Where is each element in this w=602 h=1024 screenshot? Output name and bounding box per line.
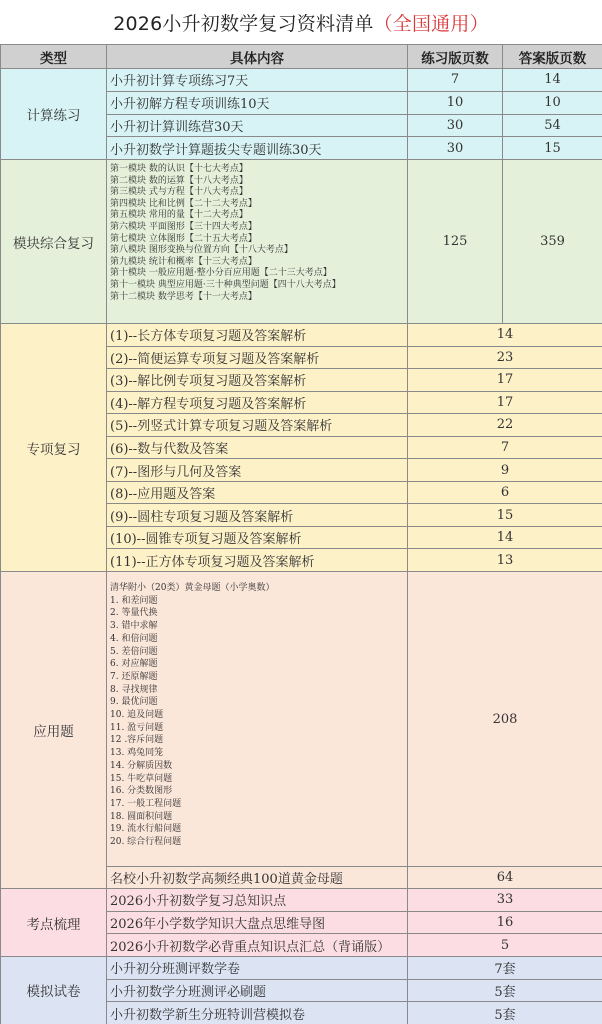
practice-pages: 125 bbox=[408, 160, 503, 324]
pages: 9 bbox=[408, 459, 602, 482]
list-item: 3. 错中求解 bbox=[110, 621, 158, 632]
pages: 64 bbox=[408, 867, 602, 889]
page-title bbox=[0, 0, 602, 44]
list-item: 第六模块 平面图形【三十四大考点】 bbox=[110, 221, 257, 232]
table-row bbox=[1, 324, 602, 347]
table-header-row bbox=[1, 45, 602, 69]
pages: 208 bbox=[408, 572, 602, 867]
pages: 13 bbox=[408, 549, 602, 572]
list-item: 18. 圆面积问题 bbox=[110, 811, 173, 822]
answer-pages: 14 bbox=[503, 69, 602, 92]
table-row bbox=[1, 956, 602, 979]
category-keypoints: 考点梳理 bbox=[1, 889, 107, 957]
answer-pages: 54 bbox=[503, 114, 602, 137]
pages: 5套 bbox=[408, 1002, 602, 1024]
list-item: 15. 牛吃草问题 bbox=[110, 773, 173, 784]
header-practice-pages: 练习版页数 bbox=[408, 45, 503, 69]
row-content: 2026小升初数学复习总知识点 bbox=[107, 889, 408, 912]
row-content: (3)--解比例专项复习题及答案解析 bbox=[107, 369, 408, 392]
list-item: 第七模块 立体图形【二十五大考点】 bbox=[110, 233, 257, 244]
answer-pages: 15 bbox=[503, 137, 602, 160]
table-row bbox=[1, 572, 602, 867]
row-content: 小升初数学计算题拔尖专题训练30天 bbox=[107, 137, 408, 160]
category-mock-exams: 模拟试卷 bbox=[1, 956, 107, 1024]
list-item: 5. 差倍问题 bbox=[110, 646, 158, 657]
row-content: (5)--列竖式计算专项复习题及答案解析 bbox=[107, 414, 408, 437]
row-content: 小升初数学分班测评必刷题 bbox=[107, 979, 408, 1002]
list-item: 20. 综合行程问题 bbox=[110, 837, 182, 848]
row-content: (10)--圆锥专项复习题及答案解析 bbox=[107, 526, 408, 549]
table-row bbox=[1, 69, 602, 92]
row-content: (1)--长方体专项复习题及答案解析 bbox=[107, 324, 408, 347]
pages: 14 bbox=[408, 526, 602, 549]
list-item: 第一模块 数的认识【十七大考点】 bbox=[110, 164, 248, 174]
pages: 17 bbox=[408, 369, 602, 392]
list-item: 13. 鸡兔同笼 bbox=[110, 748, 164, 759]
list-item: 19. 流水行船问题 bbox=[110, 824, 182, 835]
practice-pages: 7 bbox=[408, 69, 503, 92]
list-item: 11. 盈亏问题 bbox=[110, 722, 164, 733]
title-highlight: （全国通用） bbox=[373, 12, 489, 35]
list-title: 清华附小（20类）黄金母题（小学奥数） bbox=[110, 583, 275, 594]
list-item: 第八模块 图形变换与位置方向【十八大考点】 bbox=[110, 245, 293, 256]
list-item: 第十二模块 数学思考【十一大考点】 bbox=[110, 291, 257, 302]
list-item: 第五模块 常用的量【十二大考点】 bbox=[110, 210, 248, 221]
list-item: 第四模块 比和比例【二十二大考点】 bbox=[110, 198, 257, 209]
list-item: 16. 分类数图形 bbox=[110, 786, 173, 797]
list-item: 12 .容斥问题 bbox=[110, 735, 164, 746]
row-content: (2)--简便运算专项复习题及答案解析 bbox=[107, 346, 408, 369]
row-content: 名校小升初数学高频经典100道黄金母题 bbox=[107, 867, 408, 889]
list-item: 8. 寻找规律 bbox=[110, 684, 158, 695]
list-item: 第九模块 统计和概率【十三大考点】 bbox=[110, 256, 257, 267]
header-content: 具体内容 bbox=[107, 45, 408, 69]
row-content: (4)--解方程专项复习题及答案解析 bbox=[107, 391, 408, 414]
list-item: 14. 分解质因数 bbox=[110, 760, 173, 771]
list-item: 2. 等量代换 bbox=[110, 608, 158, 619]
category-calc: 计算练习 bbox=[1, 69, 107, 160]
list-item: 第十一模块 典型应用题·三十种典型问题【四十八大考点】 bbox=[110, 279, 341, 290]
pages: 16 bbox=[408, 911, 602, 934]
row-content: (9)--圆柱专项复习题及答案解析 bbox=[107, 504, 408, 527]
list-item: 10. 追及问题 bbox=[110, 710, 164, 721]
row-content: 小升初解方程专项训练10天 bbox=[107, 91, 408, 114]
practice-pages: 30 bbox=[408, 114, 503, 137]
pages: 23 bbox=[408, 346, 602, 369]
answer-pages: 10 bbox=[503, 91, 602, 114]
table-row bbox=[1, 889, 602, 912]
header-answer-pages: 答案版页数 bbox=[503, 45, 602, 69]
pages: 7 bbox=[408, 436, 602, 459]
list-item: 第十模块 一般应用题·整小分百应用题【二十三大考点】 bbox=[110, 268, 332, 279]
pages: 5 bbox=[408, 934, 602, 957]
row-content: (11)--正方体专项复习题及答案解析 bbox=[107, 549, 408, 572]
header-type: 类型 bbox=[1, 45, 107, 69]
row-content: 小升初计算专项练习7天 bbox=[107, 69, 408, 92]
word-problem-list bbox=[107, 572, 408, 867]
list-item: 7. 还原解题 bbox=[110, 671, 158, 682]
practice-pages: 10 bbox=[408, 91, 503, 114]
row-content: 2026小升初数学必背重点知识点汇总（背诵版） bbox=[107, 934, 408, 957]
row-content: (7)--图形与几何及答案 bbox=[107, 459, 408, 482]
module-list bbox=[107, 160, 408, 324]
list-item: 6. 对应解题 bbox=[110, 659, 158, 670]
list-item: 9. 最优问题 bbox=[110, 697, 158, 708]
row-content: 小升初计算训练营30天 bbox=[107, 114, 408, 137]
pages: 14 bbox=[408, 324, 602, 347]
pages: 22 bbox=[408, 414, 602, 437]
pages: 17 bbox=[408, 391, 602, 414]
resource-table bbox=[0, 44, 602, 1024]
row-content: 2026年小学数学知识大盘点思维导图 bbox=[107, 911, 408, 934]
category-module: 模块综合复习 bbox=[1, 160, 107, 324]
row-content: (8)--应用题及答案 bbox=[107, 481, 408, 504]
pages: 5套 bbox=[408, 979, 602, 1002]
practice-pages: 30 bbox=[408, 137, 503, 160]
pages: 33 bbox=[408, 889, 602, 912]
list-item: 第二模块 数的运算【十八大考点】 bbox=[110, 175, 248, 186]
list-item: 17. 一般工程问题 bbox=[110, 798, 182, 809]
answer-pages: 359 bbox=[503, 160, 602, 324]
pages: 15 bbox=[408, 504, 602, 527]
list-item: 4. 和倍问题 bbox=[110, 633, 158, 644]
pages: 7套 bbox=[408, 956, 602, 979]
list-item: 第三模块 式与方程【十八大考点】 bbox=[110, 187, 248, 198]
table-row bbox=[1, 160, 602, 324]
category-word-problems: 应用题 bbox=[1, 572, 107, 889]
row-content: (6)--数与代数及答案 bbox=[107, 436, 408, 459]
category-special: 专项复习 bbox=[1, 324, 107, 572]
list-item: 1. 和差问题 bbox=[110, 595, 158, 606]
pages: 6 bbox=[408, 481, 602, 504]
row-content: 小升初数学新生分班特训营模拟卷 bbox=[107, 1002, 408, 1024]
title-main: 2026小升初数学复习资料清单 bbox=[113, 12, 374, 35]
row-content: 小升初分班测评数学卷 bbox=[107, 956, 408, 979]
